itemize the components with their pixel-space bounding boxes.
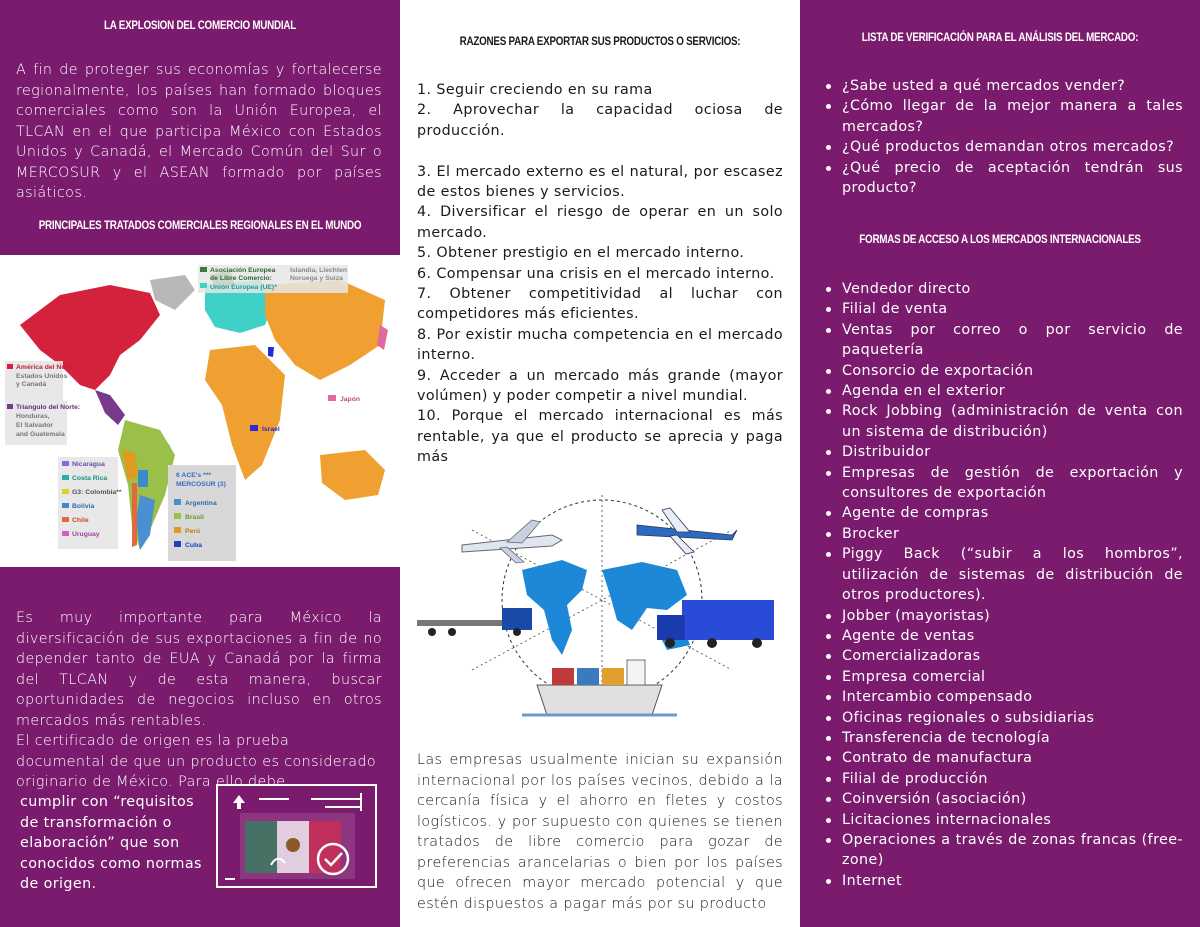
logistics-illustration [412,490,788,726]
access-item: Distribuidor [820,442,1183,462]
bolivia-shape [138,470,148,487]
legend-swatch-uruguay [62,531,69,536]
bullet-icon [826,654,831,659]
legend-swatch-chile [62,517,69,522]
legend-tn-3: El Salvador [16,422,54,429]
chile-shape [132,483,137,547]
access-item: Agente de compras [820,503,1183,523]
legend-nicaragua: Nicaragua [72,461,105,468]
cert-line: cumplir con “requisitos [20,794,195,810]
checklist-item: ¿Qué precio de aceptación tendrán sus producto? [820,158,1183,199]
reason-item: 1. Seguir creciendo en su rama [417,82,653,98]
bullet-icon [826,797,831,802]
legend-efta-2: de Libre Comercio: [210,275,272,282]
legend-costarica: Costa Rica [72,475,108,482]
reason-item: 6. Compensar una crisis en el mercado interno. [417,265,775,282]
reason-item: 10. Porque el mercado internacional es más rentable, ya que el producto se aprecia y paga más [417,408,783,466]
legend-swatch-tn [7,404,13,409]
reason-item: 7. Obtener competitividad al luchar con competidores más eficientes. [417,286,783,323]
access-item: Jobber (mayoristas) [820,606,1183,626]
mercosur-brasil: Brasil [185,514,204,521]
world-trade-map [0,255,400,567]
access-item: Vendedor directo [820,279,1183,299]
access-item: Empresa comercial [820,667,1183,687]
airplane-right-icon [637,508,737,554]
reasons-list [417,80,783,468]
checklist-item: ¿Sabe usted a qué mercados vender? [820,76,1183,96]
right-panel [800,0,1200,927]
legend-swatch-efta [200,267,207,272]
mercosur-title: 6 ACE's *** [176,472,211,479]
access-item: Internet [820,871,1183,891]
legend-japon: Japón [340,396,361,403]
flatbed-truck-icon [417,608,532,636]
bullet-icon [826,471,831,476]
bullet-icon [826,511,831,516]
left-para-certificado-cont [20,792,210,895]
mercosur-sub: MERCOSUR (3) [176,481,226,488]
legend-tn-1: Triangulo del Norte: [16,404,81,411]
bullet-icon [826,287,831,292]
bullet-icon [826,838,831,843]
access-item: Rock Jobbing (administración de venta con un sistema de distribución) [820,401,1183,442]
mercosur-swatch-brasil [174,513,181,519]
mercosur-swatch-argentina [174,499,181,505]
mercosur-cuba: Cuba [185,542,202,549]
legend-tn-2: Honduras, [16,413,50,420]
access-item: Licitaciones internacionales [820,810,1183,830]
mercosur-swatch-peru [174,527,181,533]
legend-swatch-na [7,364,13,369]
right-heading-formas: FORMAS DE ACCESO A LOS MERCADOS INTERNACIONALES [859,232,1141,246]
legend-efta-4: Noruega y Suiza [290,275,343,282]
middle-panel [400,0,800,927]
left-heading-explosion: LA EXPLOSION DEL COMERCIO MUNDIAL [104,18,296,32]
legend-uruguay: Uruguay [72,531,100,538]
legend-swatch-japon [328,395,336,401]
access-item: Filial de venta [820,299,1183,319]
access-item: Oficinas regionales o subsidiarias [820,708,1183,728]
cert-line: de transformación o [20,814,172,831]
bullet-icon [826,695,831,700]
legend-na-2: Estados Unidos [16,373,68,380]
reason-spacer [417,141,783,161]
middle-heading-razones: RAZONES PARA EXPORTAR SUS PRODUCTOS O SERVICIOS: [459,34,741,48]
reason-item: 2. Aprovechar la capacidad ociosa de producción. [417,102,783,139]
checklist-item: ¿Cómo llegar de la mejor manera a tales mercados? [820,96,1183,137]
access-item: Coinversión (asociación) [820,789,1183,809]
left-para-certificado: El certificado de origen es la prueba documental de que un producto es considerado originario de México. Para ello debe [16,733,377,790]
mercosur-swatch-cuba [174,541,181,547]
world-map-icon [522,560,587,655]
access-item: Intercambio compensado [820,687,1183,707]
legend-swatch-g3 [62,489,69,494]
access-item: Piggy Back (“subir a los hombros”, utilización de sistemas de distribución de otros productores). [820,544,1183,605]
access-item: Empresas de gestión de exportación y consultores de exportación [820,463,1183,504]
legend-na-3: y Canadá [16,381,47,388]
reason-item: 5. Obtener prestigio en el mercado interno. [417,245,745,262]
bullet-icon [826,409,831,414]
access-item: Filial de producción [820,769,1183,789]
right-heading-checklist: LISTA DE VERIFICACIÓN PARA EL ANÁLISIS DEL MERCADO: [861,30,1139,44]
cert-line: de origen. [20,876,97,892]
bullet-icon [826,552,831,557]
legend-israel: Israel [262,426,280,433]
bullet-icon [826,328,831,333]
map-svg [0,255,400,567]
cert-line: conocidos como normas [20,855,202,872]
bullet-icon [826,777,831,782]
bullet-icon [826,389,831,394]
left-panel [0,0,400,927]
legend-tn-4: and Guatemala [16,431,65,438]
bullet-icon [826,716,831,721]
access-item: Brocker [820,524,1183,544]
left-para-intro: A fin de proteger sus economías y fortalecerse regionalmente, los países han formado bloques comerciales como son la Unión Europea, el TLCAN en el que participa México con Estados Unidos y Canadá, el Mercado Común del Sur o MERCOSUR y el ASEAN formado por países asiáticos. [16,62,382,201]
bullet-icon [826,307,831,312]
bullet-icon [826,756,831,761]
legend-chile: Chile [72,517,89,524]
access-item: Consorcio de exportación [820,361,1183,381]
bullet-icon [826,818,831,823]
legend-na-1: América del Norte: [16,364,77,371]
leaf-icon [233,795,245,809]
bullet-icon [826,84,831,89]
bullet-icon [826,614,831,619]
cert-line: elaboración” que son [20,835,180,851]
flag-eagle-icon [286,838,300,852]
access-item: Agente de ventas [820,626,1183,646]
legend-efta-1: Asociación Europea [210,267,276,274]
legend-swatch-costarica [62,475,69,480]
reason-item: 4. Diversificar el riesgo de operar en un solo mercado. [417,204,783,241]
access-item: Contrato de manufactura [820,748,1183,768]
airplane-left-icon [462,520,562,563]
checklist [820,76,1183,198]
reason-item: 3. El mercado externo es el natural, por escasez de estos bienes y servicios. [417,163,783,201]
legend-swatch-israel [250,425,258,431]
bullet-icon [826,166,831,171]
bullet-icon [826,450,831,455]
bullet-icon [826,532,831,537]
left-para-diversificacion: Es muy importante para México la diversificación de sus exportaciones a fin de no depender tanto de EUA y Canadá por la firma del TLCAN y de esta manera, buscar oportunidades de negocios incluso en otros mercados más rentables. [16,610,382,729]
certificate-origin-graphic [215,783,378,889]
access-item: Comercializadoras [820,646,1183,666]
middle-para-expansion: Las empresas usualmente inician su expansión internacional por los países vecinos, debido a la cercanía física y el ahorro en fletes y costos logísticos. y por supuesto con quienes se tienen tratados de libre comercio para gozar de preferencias arancelarias o bien por los países que ofrecen mayor mercado potencial y que estén dispuestos a pagar más por su producto [417,752,783,912]
bullet-icon [826,634,831,639]
bullet-icon [826,879,831,884]
bullet-icon [826,369,831,374]
access-item: Transferencia de tecnología [820,728,1183,748]
access-list [820,279,1183,891]
legend-g3: G3: Colombia** [72,489,122,496]
mercosur-peru: Perú [185,528,201,535]
access-item: Ventas por correo o por servicio de paquetería [820,320,1183,361]
reason-item: 9. Acceder a un mercado más grande (mayor volúmen) y poder competir a nivel mundial. [417,367,783,405]
legend-ue: Unión Europea (UE)* [210,284,277,291]
israel-shape [268,347,274,357]
legend-swatch-nicaragua [62,461,69,466]
access-item: Operaciones a través de zonas francas (free-zone) [820,830,1183,871]
left-heading-tratados: PRINCIPALES TRATADOS COMERCIALES REGIONALES EN EL MUNDO [38,218,362,232]
legend-efta-3: Islandia, Liechten [290,267,348,274]
legend-swatch-ue [200,283,207,288]
checklist-item: ¿Qué productos demandan otros mercados? [820,137,1183,157]
cargo-ship-icon [522,660,677,715]
bullet-icon [826,736,831,741]
access-item: Agenda en el exterior [820,381,1183,401]
bullet-icon [826,104,831,109]
legend-swatch-bolivia [62,503,69,508]
legend-bolivia: Bolivia [72,503,95,510]
flag-green-band [245,821,277,873]
reason-item: 8. Por existir mucha competencia en el mercado interno. [417,326,783,364]
bullet-icon [826,675,831,680]
bullet-icon [826,145,831,150]
mercosur-argentina: Argentina [185,500,217,507]
